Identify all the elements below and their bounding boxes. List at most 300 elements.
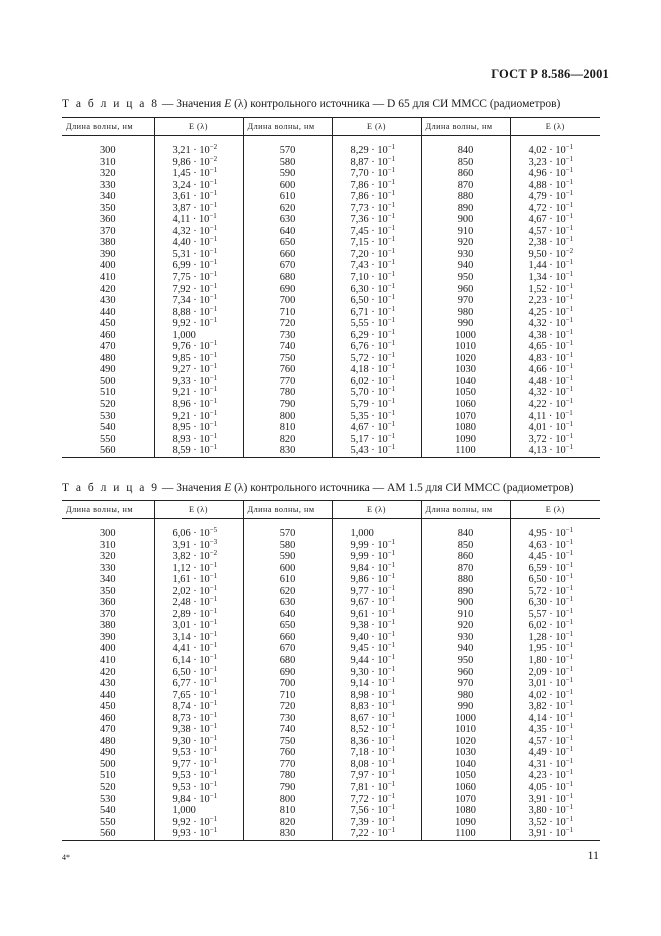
table-row	[62, 540, 600, 552]
irradiance-cell	[510, 422, 600, 434]
irradiance-exponent: −1	[387, 664, 396, 673]
wavelength-cell: 950	[421, 272, 510, 284]
irradiance-exponent: −1	[565, 653, 574, 662]
irradiance-mantissa: 3,87 · 10	[172, 202, 210, 214]
irradiance-mantissa: 4,05 · 10	[528, 782, 566, 794]
irradiance-mantissa: 9,38 · 10	[350, 620, 388, 632]
irradiance-exponent: −1	[387, 327, 396, 336]
irradiance-mantissa: 6,02 · 10	[350, 375, 388, 387]
wavelength-cell: 340	[99, 191, 116, 203]
irradiance-mantissa: 6,59 · 10	[528, 562, 566, 574]
wavelength-cell: 390	[99, 248, 116, 260]
irradiance-exponent: −1	[565, 572, 574, 581]
irradiance-cell	[332, 246, 421, 261]
irradiance-cell	[332, 583, 421, 598]
irradiance-exponent: −1	[387, 270, 396, 279]
wavelength-cell: 700	[243, 295, 332, 307]
irradiance-cell	[154, 620, 243, 632]
spacer-cell	[62, 519, 154, 529]
irradiance-exponent: −1	[565, 699, 574, 708]
wavelength-cell: 640	[243, 609, 332, 621]
irradiance-mantissa: 5,31 · 10	[172, 248, 210, 260]
table9-caption-e: E	[224, 482, 232, 494]
irradiance-cell	[510, 782, 600, 794]
table-row	[62, 655, 600, 667]
irradiance-mantissa: 7,45 · 10	[350, 225, 388, 237]
irradiance-cell	[154, 330, 243, 342]
irradiance-mantissa: 9,84 · 10	[350, 562, 388, 574]
wavelength-cell: 410	[99, 655, 116, 667]
wavelength-cell: 810	[243, 805, 332, 817]
table9-header-e: E (λ)	[332, 501, 421, 519]
wavelength-cell: 1030	[421, 364, 510, 376]
irradiance-mantissa: 4,01 · 10	[528, 422, 566, 434]
irradiance-exponent: −1	[209, 431, 218, 440]
irradiance-mantissa: 4,32 · 10	[172, 225, 210, 237]
wavelength-cell: 860	[421, 551, 510, 563]
wavelength-cell: 960	[421, 284, 510, 296]
irradiance-cell	[510, 770, 600, 782]
irradiance-mantissa: 7,73 · 10	[350, 202, 388, 214]
table8-header-wavelength: Длина волны, нм	[421, 118, 510, 136]
irradiance-cell	[332, 295, 421, 307]
table9-header-row	[62, 501, 600, 519]
irradiance-mantissa: 9,33 · 10	[172, 375, 210, 387]
irradiance-cell	[154, 281, 243, 296]
irradiance-mantissa: 1,44 · 10	[528, 260, 566, 272]
wavelength-cell: 1100	[421, 828, 510, 840]
irradiance-cell	[510, 168, 600, 180]
irradiance-cell	[510, 597, 600, 609]
wavelength-cell: 1050	[421, 387, 510, 399]
table-row	[62, 632, 600, 644]
table9	[62, 500, 600, 841]
irradiance-cell	[332, 422, 421, 434]
irradiance-exponent: −1	[387, 189, 396, 198]
irradiance-mantissa: 1,12 · 10	[172, 562, 210, 574]
table-row	[62, 678, 600, 690]
irradiance-mantissa: 9,77 · 10	[172, 758, 210, 770]
table-row	[62, 794, 600, 806]
table-spacer-row	[62, 519, 600, 529]
irradiance-exponent: −1	[209, 664, 218, 673]
wavelength-cell: 500	[99, 375, 116, 387]
irradiance-exponent: −2	[209, 549, 218, 558]
wavelength-cell: 1100	[421, 445, 510, 457]
irradiance-exponent: −1	[209, 687, 218, 696]
irradiance-cell	[510, 620, 600, 632]
irradiance-exponent: −1	[565, 803, 574, 812]
table9-body	[62, 519, 600, 841]
wavelength-cell: 450	[99, 701, 116, 713]
irradiance-cell	[332, 327, 421, 342]
irradiance-exponent: −1	[209, 304, 218, 313]
wavelength-cell: 360	[99, 597, 116, 609]
irradiance-exponent: −1	[565, 327, 574, 336]
wavelength-cell: 620	[243, 586, 332, 598]
irradiance-mantissa: 4,02 · 10	[528, 689, 566, 701]
irradiance-exponent: −1	[565, 212, 574, 221]
irradiance-cell	[154, 272, 243, 284]
irradiance-mantissa: 4,14 · 10	[528, 712, 566, 724]
irradiance-mantissa: 7,70 · 10	[350, 168, 388, 180]
irradiance-exponent: −1	[209, 385, 218, 394]
irradiance-mantissa: 4,57 · 10	[528, 225, 566, 237]
wavelength-cell: 880	[421, 191, 510, 203]
irradiance-exponent: −1	[209, 745, 218, 754]
wavelength-cell: 730	[243, 713, 332, 725]
irradiance-cell	[154, 341, 243, 353]
wavelength-cell: 350	[99, 585, 116, 597]
irradiance-cell	[510, 687, 600, 702]
wavelength-cell: 750	[243, 736, 332, 748]
irradiance-exponent: −2	[209, 143, 218, 151]
wavelength-cell: 930	[421, 632, 510, 644]
wavelength-cell: 420	[99, 283, 116, 295]
irradiance-exponent: −1	[387, 687, 396, 696]
wavelength-cell: 530	[99, 410, 116, 422]
table-row	[62, 191, 600, 203]
wavelength-cell: 320	[99, 551, 116, 563]
wavelength-cell: 570	[243, 145, 332, 157]
spacer-cell	[154, 519, 243, 529]
irradiance-exponent: −1	[565, 223, 574, 232]
irradiance-exponent: −1	[209, 641, 218, 650]
irradiance-exponent: −1	[387, 814, 396, 823]
irradiance-cell	[332, 537, 421, 552]
irradiance-cell	[332, 223, 421, 238]
irradiance-exponent: −1	[209, 200, 218, 209]
wavelength-cell: 1040	[421, 376, 510, 388]
irradiance-mantissa: 6,71 · 10	[350, 306, 388, 318]
spacer-cell	[421, 136, 510, 146]
irradiance-exponent: −1	[565, 143, 574, 151]
irradiance-exponent: −1	[209, 235, 218, 244]
wavelength-cell: 650	[243, 620, 332, 632]
irradiance-mantissa: 8,96 · 10	[172, 399, 210, 411]
irradiance-exponent: −1	[209, 397, 218, 406]
wavelength-cell: 510	[99, 387, 116, 399]
wavelength-cell: 970	[421, 295, 510, 307]
wavelength-cell: 710	[243, 307, 332, 319]
wavelength-cell: 810	[243, 422, 332, 434]
irradiance-exponent: −1	[565, 618, 574, 627]
irradiance-mantissa: 1,45 · 10	[172, 168, 210, 180]
irradiance-mantissa: 8,74 · 10	[172, 701, 210, 713]
irradiance-exponent: −1	[387, 166, 396, 175]
irradiance-mantissa: 4,18 · 10	[350, 364, 388, 376]
irradiance-exponent: −1	[387, 629, 396, 638]
irradiance-mantissa: 2,48 · 10	[172, 597, 210, 609]
table-row	[62, 620, 600, 632]
wavelength-cell: 870	[421, 180, 510, 192]
irradiance-mantissa: 7,22 · 10	[350, 828, 388, 840]
irradiance-exponent: −1	[387, 200, 396, 209]
irradiance-mantissa: 9,67 · 10	[350, 597, 388, 609]
irradiance-exponent: −1	[565, 316, 574, 325]
irradiance-mantissa: 9,99 · 10	[350, 551, 388, 563]
irradiance-exponent: −1	[387, 143, 396, 151]
irradiance-mantissa: 7,18 · 10	[350, 747, 388, 759]
irradiance-mantissa: 5,43 · 10	[350, 445, 388, 457]
table9-header-wavelength: Длина волны, нм	[243, 501, 332, 519]
irradiance-exponent: −1	[565, 595, 574, 604]
irradiance-exponent: −1	[387, 177, 396, 186]
irradiance-exponent: −1	[387, 293, 396, 302]
irradiance-mantissa: 4,31 · 10	[528, 758, 566, 770]
irradiance-mantissa: 6,14 · 10	[172, 655, 210, 667]
irradiance-cell	[510, 246, 600, 261]
irradiance-cell	[510, 606, 600, 621]
irradiance-cell	[154, 246, 243, 261]
irradiance-cell	[510, 528, 600, 540]
spacer-cell	[332, 519, 421, 529]
irradiance-exponent: −1	[209, 722, 218, 731]
irradiance-exponent: −1	[387, 745, 396, 754]
irradiance-cell	[510, 387, 600, 399]
irradiance-exponent: −1	[387, 641, 396, 650]
irradiance-exponent: −1	[387, 595, 396, 604]
irradiance-cell	[154, 528, 243, 540]
irradiance-exponent: −1	[565, 281, 574, 290]
table-row	[62, 284, 600, 296]
table8-header-wavelength: Длина волны, нм	[62, 118, 154, 136]
wavelength-cell: 490	[99, 747, 116, 759]
wavelength-cell: 740	[243, 724, 332, 736]
irradiance-mantissa: 9,44 · 10	[350, 655, 388, 667]
irradiance-exponent: −1	[387, 316, 396, 325]
irradiance-mantissa: 8,59 · 10	[172, 445, 210, 457]
irradiance-exponent: −1	[387, 710, 396, 719]
irradiance-mantissa: 7,72 · 10	[350, 793, 388, 805]
irradiance-mantissa: 4,32 · 10	[528, 387, 566, 399]
irradiance-cell	[332, 770, 421, 782]
irradiance-cell	[154, 814, 243, 829]
irradiance-exponent: −1	[209, 293, 218, 302]
wavelength-cell: 380	[99, 620, 116, 632]
wavelength-cell: 860	[421, 168, 510, 180]
wavelength-cell: 540	[99, 422, 116, 434]
wavelength-cell: 1050	[421, 770, 510, 782]
spacer-cell	[510, 136, 600, 146]
irradiance-mantissa: 6,77 · 10	[172, 678, 210, 690]
irradiance-cell	[332, 560, 421, 575]
wavelength-cell: 840	[421, 528, 510, 540]
irradiance-mantissa: 3,24 · 10	[172, 179, 210, 191]
irradiance-cell	[154, 756, 243, 771]
irradiance-cell	[510, 350, 600, 365]
irradiance-cell	[510, 223, 600, 238]
wavelength-cell: 790	[243, 399, 332, 411]
irradiance-cell	[510, 733, 600, 748]
irradiance-mantissa: 7,39 · 10	[350, 816, 388, 828]
irradiance-cell	[154, 350, 243, 365]
irradiance-exponent: −1	[387, 756, 396, 765]
irradiance-cell	[154, 214, 243, 226]
irradiance-exponent: −1	[565, 745, 574, 754]
irradiance-exponent: −1	[387, 212, 396, 221]
irradiance-exponent: −1	[565, 270, 574, 279]
irradiance-mantissa: 6,06 · 10	[172, 528, 210, 539]
wavelength-cell: 480	[99, 352, 116, 364]
irradiance-exponent: −1	[387, 373, 396, 382]
table-row	[62, 272, 600, 284]
wavelength-cell: 390	[99, 631, 116, 643]
irradiance-exponent: −1	[387, 572, 396, 581]
irradiance-mantissa: 1,28 · 10	[528, 631, 566, 643]
wavelength-cell: 900	[421, 214, 510, 226]
irradiance-mantissa: 4,65 · 10	[528, 341, 566, 353]
wavelength-cell: 520	[99, 399, 116, 411]
irradiance-cell	[154, 318, 243, 330]
irradiance-mantissa: 6,50 · 10	[172, 666, 210, 678]
irradiance-cell	[510, 791, 600, 806]
irradiance-mantissa: 5,72 · 10	[350, 352, 388, 364]
wavelength-cell: 940	[421, 260, 510, 272]
table-row	[62, 318, 600, 330]
irradiance-cell	[154, 782, 243, 794]
wavelength-cell: 720	[243, 318, 332, 330]
irradiance-cell	[154, 200, 243, 215]
irradiance-mantissa: 4,49 · 10	[528, 747, 566, 759]
spacer-cell	[154, 136, 243, 146]
irradiance-mantissa: 9,93 · 10	[172, 828, 210, 840]
irradiance-mantissa: 1,000	[172, 805, 196, 817]
irradiance-exponent: −1	[387, 408, 396, 417]
wavelength-cell: 960	[421, 667, 510, 679]
wavelength-cell: 820	[243, 817, 332, 829]
irradiance-cell	[154, 551, 243, 563]
wavelength-cell: 680	[243, 655, 332, 667]
irradiance-mantissa: 5,70 · 10	[350, 387, 388, 399]
irradiance-mantissa: 4,45 · 10	[528, 551, 566, 563]
irradiance-mantissa: 4,72 · 10	[528, 202, 566, 214]
irradiance-cell	[154, 260, 243, 272]
irradiance-mantissa: 6,29 · 10	[350, 329, 388, 341]
irradiance-exponent: −1	[565, 756, 574, 765]
wavelength-cell: 720	[243, 701, 332, 713]
irradiance-mantissa: 7,43 · 10	[350, 260, 388, 272]
irradiance-mantissa: 4,32 · 10	[528, 318, 566, 330]
irradiance-mantissa: 4,66 · 10	[528, 364, 566, 376]
irradiance-exponent: −1	[565, 641, 574, 650]
wavelength-cell: 560	[62, 828, 154, 840]
irradiance-cell	[332, 606, 421, 621]
irradiance-cell	[332, 145, 421, 157]
irradiance-cell	[154, 445, 243, 457]
irradiance-exponent: −1	[387, 281, 396, 290]
irradiance-exponent: −1	[209, 339, 218, 348]
irradiance-exponent: −1	[565, 526, 574, 534]
table-row	[62, 701, 600, 713]
irradiance-mantissa: 8,52 · 10	[350, 724, 388, 736]
wavelength-cell: 790	[243, 782, 332, 794]
wavelength-cell: 730	[243, 330, 332, 342]
irradiance-exponent: −2	[565, 246, 574, 255]
wavelength-cell: 340	[99, 574, 116, 586]
irradiance-exponent: −1	[387, 339, 396, 348]
table-row	[62, 364, 600, 376]
irradiance-exponent: −1	[387, 560, 396, 569]
wavelength-cell: 510	[99, 770, 116, 782]
irradiance-mantissa: 1,000	[172, 329, 196, 341]
irradiance-exponent: −3	[209, 537, 218, 546]
irradiance-exponent: −1	[565, 560, 574, 569]
irradiance-mantissa: 9,92 · 10	[172, 318, 210, 330]
wavelength-cell: 660	[243, 632, 332, 644]
document-code: ГОСТ Р 8.586—2001	[491, 67, 609, 81]
irradiance-mantissa: 9,99 · 10	[350, 539, 388, 551]
irradiance-cell	[154, 664, 243, 679]
irradiance-mantissa: 6,50 · 10	[350, 295, 388, 307]
irradiance-exponent: −1	[387, 803, 396, 812]
irradiance-exponent: −1	[209, 443, 218, 452]
irradiance-cell	[332, 574, 421, 586]
wavelength-cell: 670	[243, 643, 332, 655]
irradiance-cell	[154, 168, 243, 180]
irradiance-exponent: −1	[565, 606, 574, 615]
irradiance-mantissa: 3,80 · 10	[528, 805, 566, 817]
irradiance-exponent: −1	[209, 595, 218, 604]
irradiance-mantissa: 1,34 · 10	[528, 272, 566, 284]
wavelength-cell: 880	[421, 574, 510, 586]
irradiance-cell	[332, 664, 421, 679]
wavelength-cell: 940	[421, 643, 510, 655]
wavelength-cell: 430	[99, 295, 116, 307]
irradiance-exponent: −1	[565, 373, 574, 382]
irradiance-exponent: −1	[209, 733, 218, 742]
table-row	[62, 411, 600, 423]
wavelength-cell: 820	[243, 434, 332, 446]
irradiance-cell	[510, 643, 600, 655]
irradiance-mantissa: 6,99 · 10	[172, 260, 210, 272]
spacer-cell	[62, 136, 154, 146]
irradiance-cell	[154, 191, 243, 203]
irradiance-mantissa: 6,30 · 10	[350, 283, 388, 295]
spacer-cell	[332, 136, 421, 146]
wavelength-cell: 300	[99, 528, 116, 539]
irradiance-exponent: −1	[565, 304, 574, 313]
table8-header-e: E (λ)	[510, 118, 600, 136]
irradiance-exponent: −1	[209, 572, 218, 581]
wavelength-cell: 400	[99, 260, 116, 272]
wavelength-cell: 440	[99, 306, 116, 318]
irradiance-mantissa: 1,61 · 10	[172, 574, 210, 586]
wavelength-cell: 520	[99, 782, 116, 794]
wavelength-cell: 550	[99, 816, 116, 828]
wavelength-cell: 700	[243, 678, 332, 690]
wavelength-cell: 840	[421, 145, 510, 157]
irradiance-cell	[510, 655, 600, 667]
irradiance-mantissa: 9,40 · 10	[350, 631, 388, 643]
table8	[62, 117, 600, 458]
irradiance-cell	[510, 583, 600, 598]
irradiance-exponent: −1	[565, 154, 574, 163]
table9-header-e: E (λ)	[510, 501, 600, 519]
irradiance-cell	[154, 678, 243, 690]
irradiance-exponent: −1	[565, 768, 574, 777]
spacer-cell	[421, 519, 510, 529]
irradiance-mantissa: 4,11 · 10	[172, 214, 210, 226]
irradiance-exponent: −1	[209, 629, 218, 638]
irradiance-cell	[332, 528, 421, 540]
irradiance-exponent: −1	[565, 791, 574, 800]
irradiance-cell	[510, 200, 600, 215]
wavelength-cell: 400	[99, 643, 116, 655]
table-row	[62, 145, 600, 157]
wavelength-cell: 830	[243, 828, 332, 840]
footnote-mark: 4*	[62, 853, 70, 862]
